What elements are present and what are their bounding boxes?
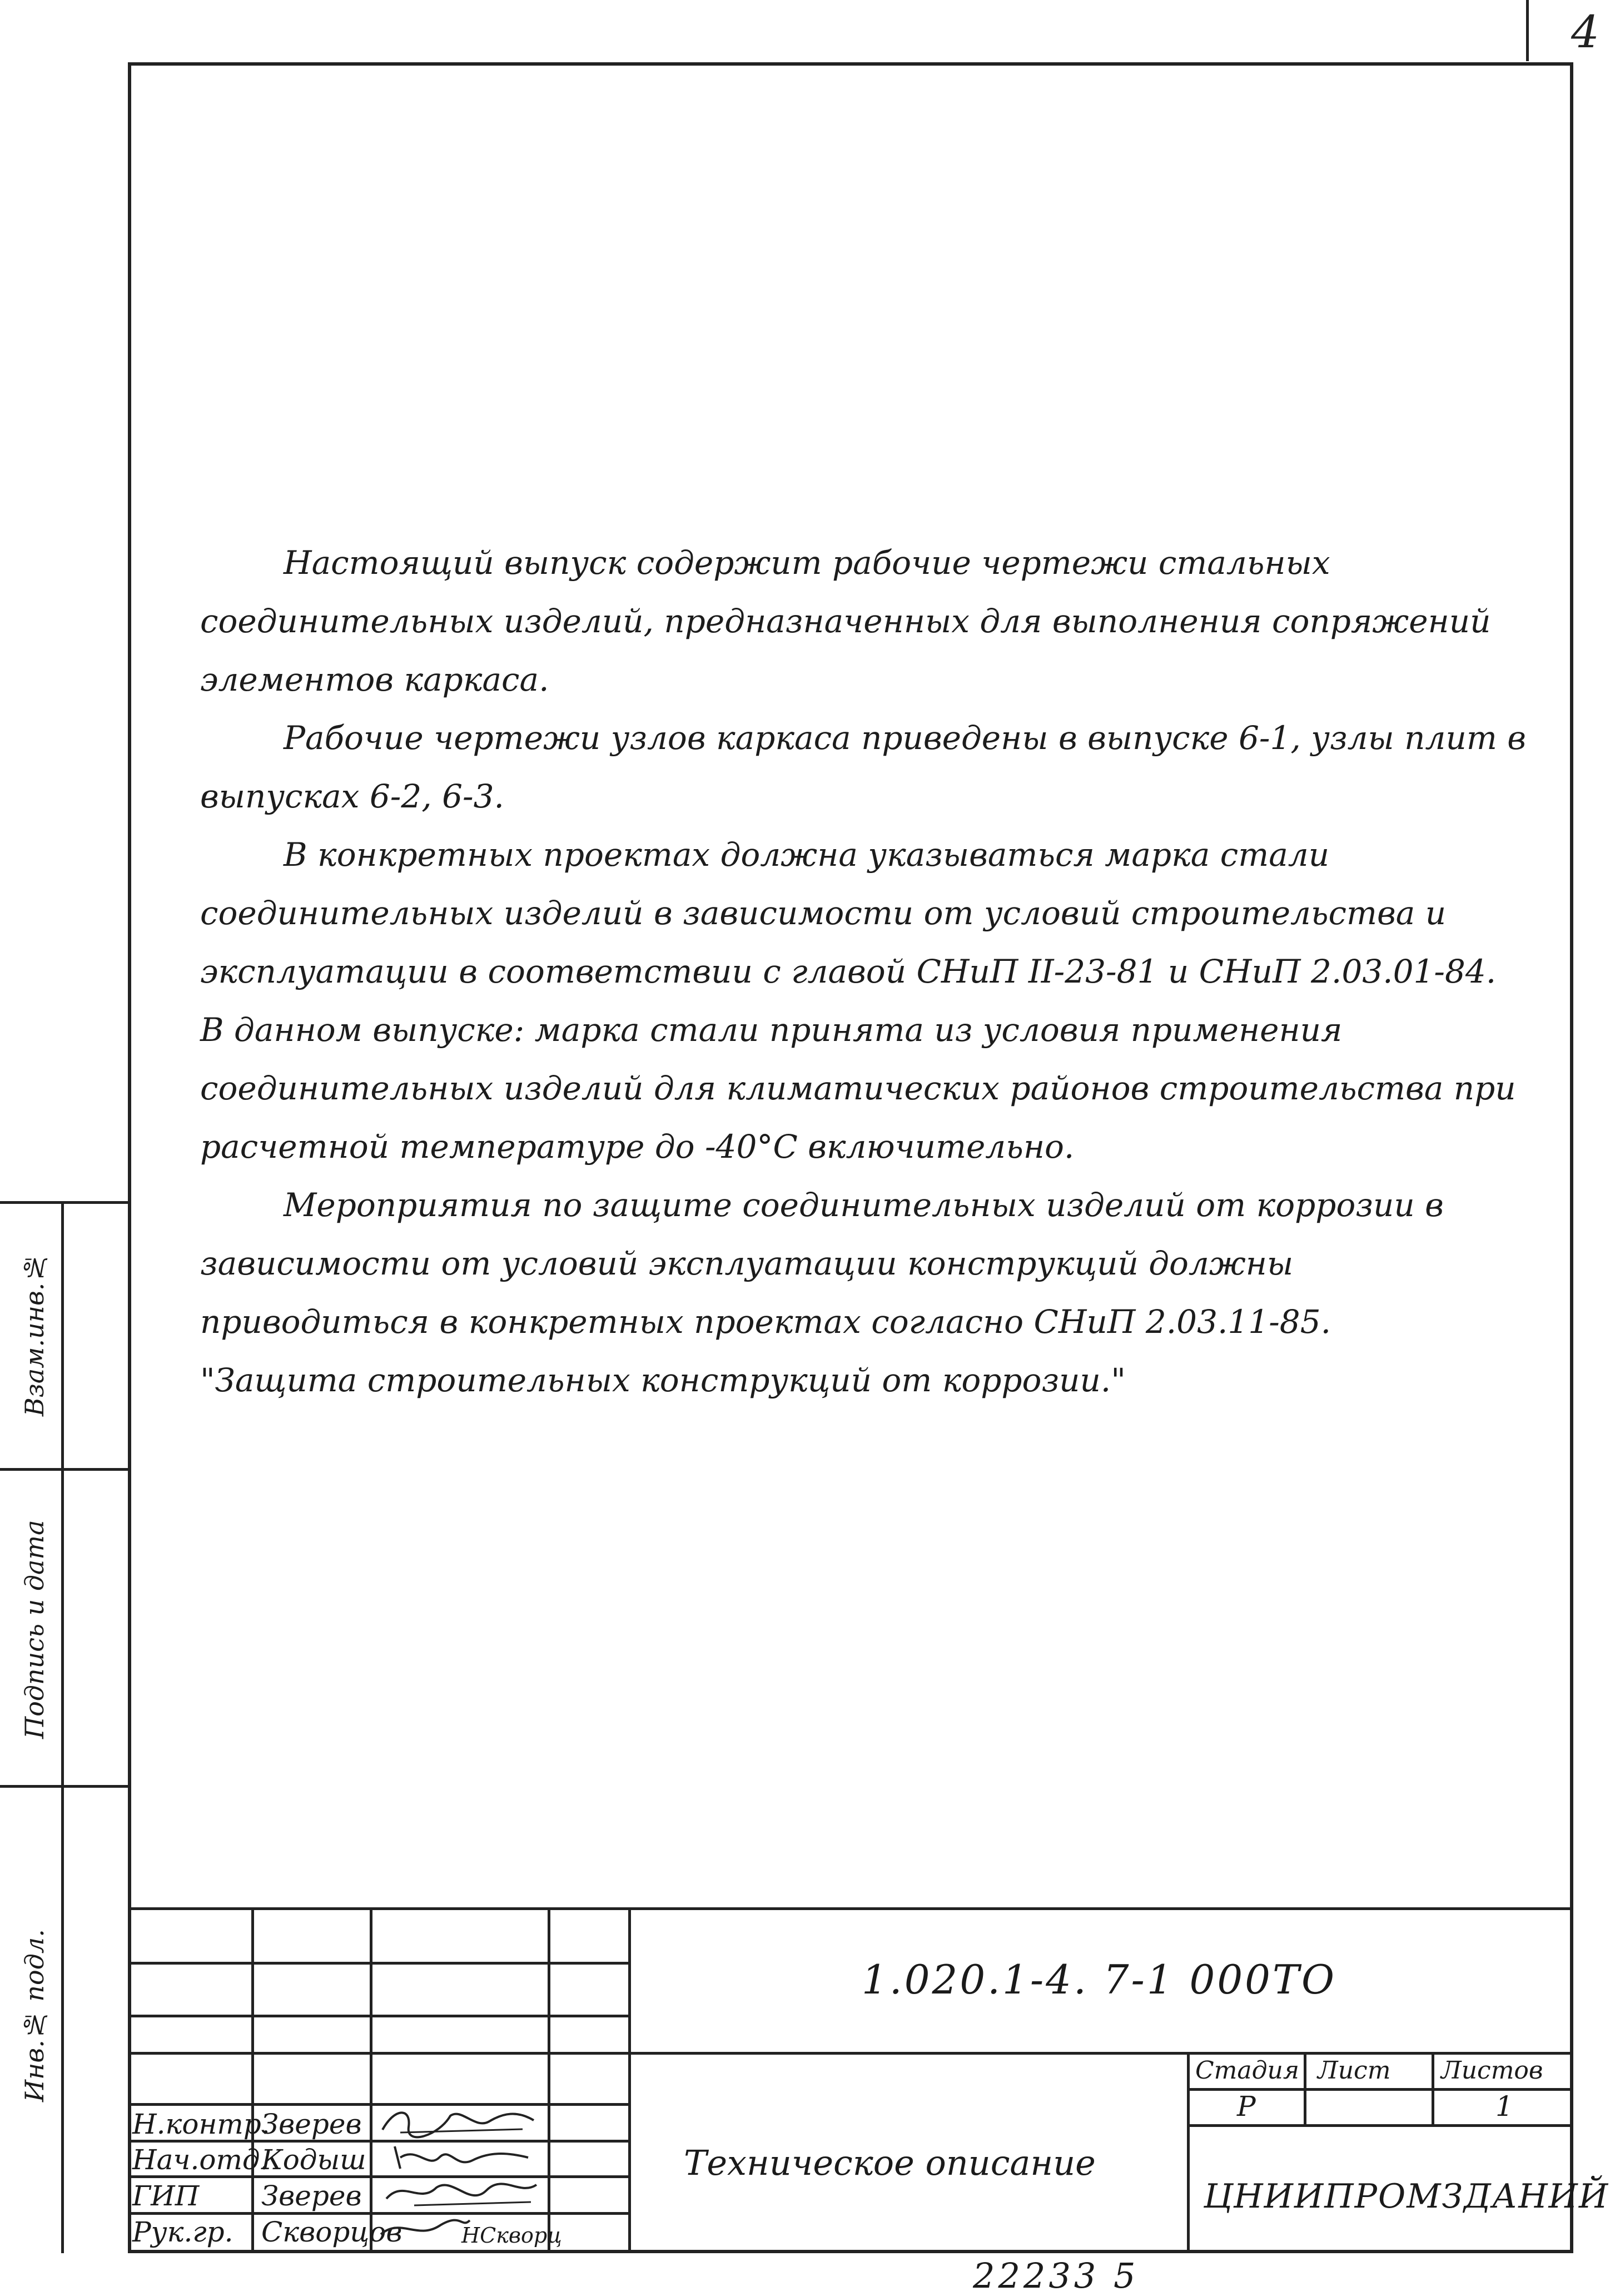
left-margin-strip	[0, 1201, 128, 2253]
paragraph-3: В конкретных проектах должна указываться марка стали соединительных изделий в зависимости от условий строительства и эксплуатации в соответствии с главой СНиП II-23-81 и СНиП 2.03.01-84. В данном выпуске: марка стали принята из условия применения соединительных изделий для климатических районов строительства при расчетной температуре до -40°С включительно.	[200, 836, 1516, 1166]
grid-line	[1187, 2052, 1190, 2253]
signature-zverev-gip	[381, 2176, 542, 2211]
document-code: 1.020.1-4. 7-1 000ТО	[862, 1956, 1337, 2003]
paragraph-5: "Защита строительных конструкций от коррозии."	[200, 1361, 1126, 1399]
paragraph-2: Рабочие чертежи узлов каркаса приведены в выпуске 6-1, узлы плит в выпусках 6-2, 6-3.	[200, 719, 1527, 815]
margin-value-column	[64, 1201, 128, 2253]
role-label: Н.контр.	[132, 2108, 270, 2140]
margin-label-signature-date: Подпись и дата	[19, 1520, 49, 1739]
signatory-name: Кодыш	[261, 2144, 366, 2176]
grid-line	[628, 1907, 631, 2253]
margin-label-original-inv: Инв.№ подл.	[19, 1929, 49, 2102]
signature-kodysh	[384, 2141, 539, 2174]
sheets-value: 1	[1495, 2090, 1513, 2123]
corner-tick	[1526, 0, 1529, 61]
paragraph-1: Настоящий выпуск содержит рабочие чертежи стальных соединительных изделий, предназначенных для выполнения сопряжений элементов каркаса.	[200, 544, 1491, 698]
role-label: Рук.гр.	[132, 2216, 233, 2248]
document-title: Техническое описание	[684, 2143, 1096, 2183]
signature-skvortsov-scribble	[378, 2212, 473, 2244]
stage-value: Р	[1237, 2090, 1256, 2123]
page-number: 4	[1571, 6, 1599, 58]
stage-header: Стадия	[1195, 2056, 1299, 2085]
signatory-name: Скворцов	[261, 2216, 402, 2248]
signatory-name: Зверев	[261, 2108, 362, 2140]
grid-line	[128, 1962, 628, 1965]
signatory-name: Зверев	[261, 2180, 362, 2212]
grid-line	[251, 1907, 254, 2253]
title-block	[128, 1907, 1609, 2253]
grid-line	[370, 1907, 372, 2253]
grid-line	[1187, 2124, 1573, 2127]
title-block-top-border	[128, 1907, 1573, 1910]
archive-number: 22233 5	[973, 2255, 1139, 2296]
margin-divider	[0, 1785, 128, 1788]
description-text	[200, 534, 1529, 1410]
sheet-header: Лист	[1318, 2056, 1391, 2085]
signature-zverev	[378, 2105, 539, 2139]
organization-name: ЦНИИПРОМЗДАНИЙ	[1204, 2177, 1609, 2216]
grid-line	[548, 1907, 550, 2253]
margin-label-replacement-inv: Взам.инв.№	[19, 1252, 49, 1417]
grid-line	[128, 2015, 628, 2017]
signature-text: НСкворц	[461, 2223, 562, 2248]
role-label: Нач.отд.	[132, 2144, 269, 2176]
role-label: ГИП	[132, 2180, 200, 2212]
sheets-header: Листов	[1441, 2056, 1543, 2085]
margin-divider	[0, 1201, 128, 1204]
margin-divider	[0, 1468, 128, 1471]
paragraph-4: Мероприятия по защите соединительных изделий от коррозии в зависимости от условий эксплуатации конструкций должны приводиться в конкретных проектах согласно СНиП 2.03.11-85.	[200, 1186, 1444, 1341]
